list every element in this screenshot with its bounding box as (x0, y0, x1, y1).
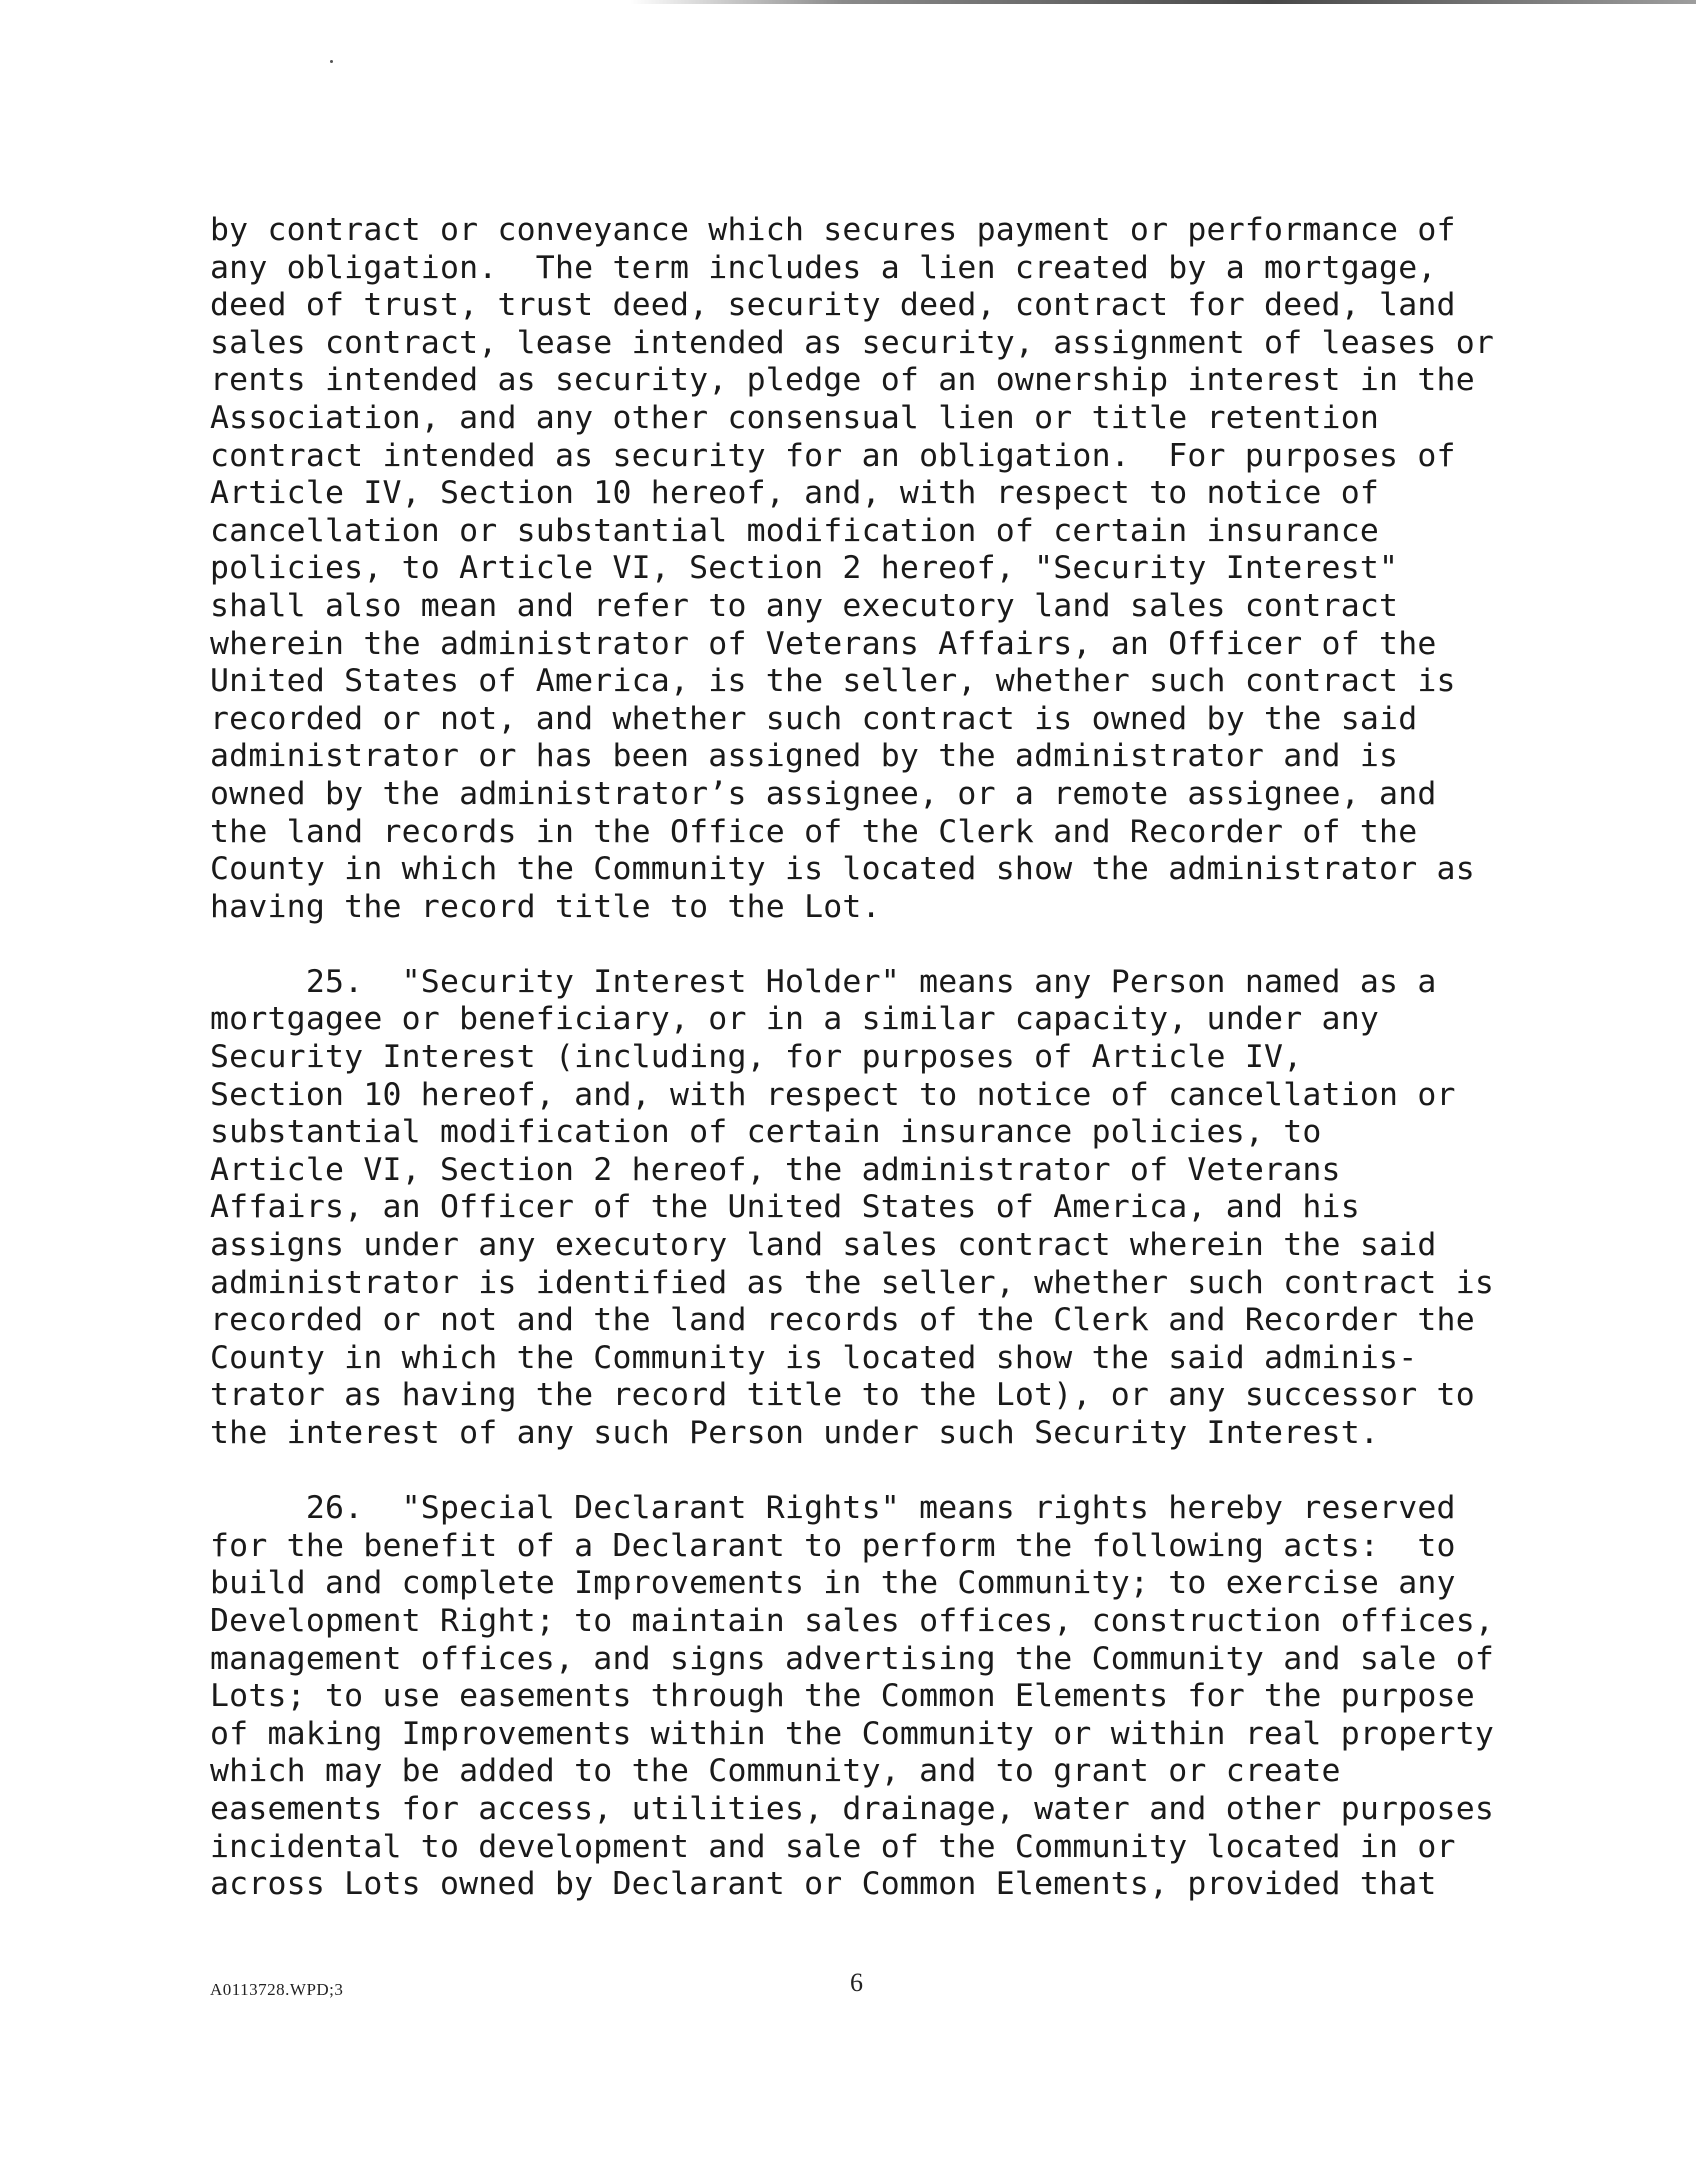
text-line: policies, to Article VI, Section 2 hereof, "Security Interest" (210, 550, 1399, 587)
paragraph-continued (210, 212, 1510, 926)
text-line: Article IV, Section 10 hereof, and, with respect to notice of (210, 475, 1380, 512)
text-line: recorded or not and the land records of the Clerk and Recorder the (210, 1302, 1475, 1339)
text-line: the interest of any such Person under such Security Interest. (210, 1415, 1380, 1451)
scan-speck (330, 60, 333, 63)
text-line: across Lots owned by Declarant or Common Elements, provided that (210, 1866, 1437, 1903)
text-line: administrator or has been assigned by the administrator and is (210, 738, 1399, 775)
paragraph-gap (210, 1453, 1510, 1491)
page-number: 6 (850, 1968, 863, 1997)
text-line: Association, and any other consensual lien or title retention (210, 399, 1380, 436)
text-line: assigns under any executory land sales contract wherein the said (210, 1227, 1437, 1264)
text-line: administrator is identified as the seller, whether such contract is (210, 1264, 1495, 1301)
text-line: Affairs, an Officer of the United States of America, and his (210, 1189, 1360, 1226)
text-line: rents intended as security, pledge of an ownership interest in the (210, 362, 1475, 399)
text-line: County in which the Community is located show the said adminis- (210, 1339, 1418, 1376)
text-line: any obligation. The term includes a lien created by a mortgage, (210, 249, 1437, 286)
text-line: County in which the Community is located show the administrator as (210, 851, 1475, 888)
text-line: Security Interest (including, for purposes of Article IV, (210, 1039, 1303, 1076)
text-line: wherein the administrator of Veterans Affairs, an Officer of the (210, 625, 1437, 662)
text-line: Article VI, Section 2 hereof, the administrator of Veterans (210, 1151, 1341, 1188)
text-line: deed of trust, trust deed, security deed, contract for deed, land (210, 287, 1456, 324)
paragraph-gap (210, 926, 1510, 964)
text-line: by contract or conveyance which secures payment or performance of (210, 212, 1456, 248)
text-line: shall also mean and refer to any executory land sales contract (210, 587, 1399, 624)
text-line: for the benefit of a Declarant to perform the following acts: to (210, 1527, 1456, 1564)
text-line: easements for access, utilities, drainage, water and other purposes (210, 1790, 1495, 1827)
text-line: 25. "Security Interest Holder" means any Person named as a (210, 963, 1437, 1000)
text-line: Development Right; to maintain sales offices, construction offices, (210, 1602, 1495, 1639)
text-line: management offices, and signs advertising the Community and sale of (210, 1640, 1495, 1677)
text-line: mortgagee or beneficiary, or in a similar capacity, under any (210, 1001, 1380, 1038)
text-line: owned by the administrator’s assignee, or a remote assignee, and (210, 775, 1437, 812)
text-line: sales contract, lease intended as security, assignment of leases or (210, 324, 1495, 361)
text-line: Section 10 hereof, and, with respect to notice of cancellation or (210, 1076, 1456, 1113)
text-line: the land records in the Office of the Clerk and Recorder of the (210, 813, 1418, 850)
text-line: build and complete Improvements in the Community; to exercise any (210, 1565, 1456, 1602)
text-line: incidental to development and sale of the Community located in or (210, 1828, 1456, 1865)
text-line: of making Improvements within the Community or within real property (210, 1715, 1495, 1752)
paragraph-26 (210, 1490, 1510, 1904)
text-line: United States of America, is the seller, whether such contract is (210, 663, 1456, 700)
document-body (210, 212, 1510, 1904)
text-line: trator as having the record title to the Lot), or any successor to (210, 1377, 1475, 1414)
text-line: which may be added to the Community, and to grant or create (210, 1753, 1341, 1790)
text-line: contract intended as security for an obligation. For purposes of (210, 437, 1456, 474)
text-line: Lots; to use easements through the Common Elements for the purpose (210, 1678, 1475, 1715)
scan-edge-artifact (630, 0, 1696, 4)
footer-file-id: A0113728.WPD;3 (210, 1980, 344, 1999)
text-line: substantial modification of certain insurance policies, to (210, 1114, 1322, 1151)
paragraph-25 (210, 964, 1510, 1453)
text-line: having the record title to the Lot. (210, 888, 881, 925)
text-line: recorded or not, and whether such contract is owned by the said (210, 700, 1418, 737)
text-line: cancellation or substantial modification of certain insurance (210, 512, 1380, 549)
text-line: 26. "Special Declarant Rights" means rights hereby reserved (210, 1490, 1456, 1527)
